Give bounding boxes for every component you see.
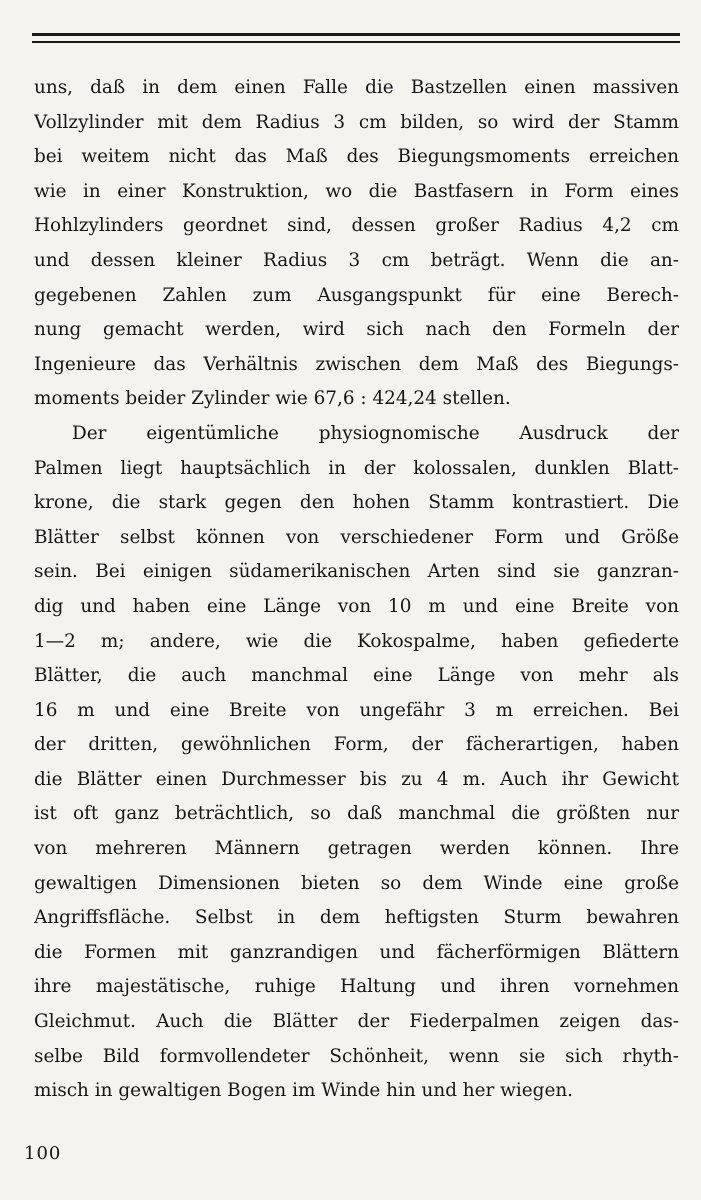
text-line: Der eigentümliche physiognomische Ausdruck der — [72, 422, 679, 444]
header-rule-thick — [32, 33, 680, 36]
text-line: selbe Bild formvollendeter Schönheit, wenn sie sich rhyth- — [34, 1045, 679, 1067]
text-line: Ingenieure das Verhältnis zwischen dem Maß des Biegungs- — [34, 353, 679, 375]
body-text — [34, 71, 679, 1109]
text-line: dig und haben eine Länge von 10 m und eine Breite von — [34, 595, 679, 617]
paragraph — [34, 417, 679, 1109]
text-line: von mehreren Männern getragen werden können. Ihre — [34, 838, 679, 860]
text-line: nung gemacht werden, wird sich nach den Formeln der — [34, 319, 679, 341]
text-line: bei weitem nicht das Maß des Biegungsmoments erreichen — [34, 146, 679, 168]
header-rule-thin — [32, 41, 680, 43]
text-line: 16 m und eine Breite von ungefähr 3 m erreichen. Bei — [34, 699, 679, 721]
text-line: 1—2 m; andere, wie die Kokospalme, haben gefiederte — [34, 630, 679, 652]
text-line: ihre majestätische, ruhige Haltung und ihren vornehmen — [34, 976, 679, 998]
text-line: Blätter selbst können von verschiedener Form und Größe — [34, 526, 679, 548]
text-line: Palmen liegt hauptsächlich in der kolossalen, dunklen Blatt- — [34, 457, 679, 479]
text-line: Gleichmut. Auch die Blätter der Fiederpalmen zeigen das- — [34, 1011, 679, 1033]
text-line: Angriffsfläche. Selbst in dem heftigsten Sturm bewahren — [34, 907, 679, 929]
text-line: gegebenen Zahlen zum Ausgangspunkt für eine Berech- — [34, 284, 679, 306]
paragraph — [34, 71, 679, 417]
text-line: die Blätter einen Durchmesser bis zu 4 m. Auch ihr Gewicht — [34, 768, 679, 790]
text-line: und dessen kleiner Radius 3 cm beträgt. Wenn die an- — [34, 249, 679, 271]
page-number: 100 — [24, 1143, 62, 1164]
text-line: Vollzylinder mit dem Radius 3 cm bilden, so wird der Stamm — [34, 111, 679, 133]
text-line: uns, daß in dem einen Falle die Bastzellen einen massiven — [34, 77, 679, 98]
text-line: die Formen mit ganzrandigen und fächerförmigen Blättern — [34, 941, 679, 963]
text-line: wie in einer Konstruktion, wo die Bastfasern in Form eines — [34, 180, 679, 202]
text-line: Blätter, die auch manchmal eine Länge von mehr als — [34, 665, 679, 687]
text-line: sein. Bei einigen südamerikanischen Arten sind sie ganzran- — [34, 561, 679, 583]
text-line: misch in gewaltigen Bogen im Winde hin und her wiegen. — [34, 1080, 574, 1102]
text-line: gewaltigen Dimensionen bieten so dem Winde eine große — [34, 872, 679, 894]
text-line: ist oft ganz beträchtlich, so daß manchmal die größten nur — [34, 803, 679, 825]
text-line: der dritten, gewöhnlichen Form, der fächerartigen, haben — [34, 734, 679, 756]
text-line: krone, die stark gegen den hohen Stamm kontrastiert. Die — [34, 492, 679, 514]
text-line: Hohlzylinders geordnet sind, dessen großer Radius 4,2 cm — [34, 215, 679, 237]
text-line: moments beider Zylinder wie 67,6 : 424,24 stellen. — [34, 388, 511, 410]
